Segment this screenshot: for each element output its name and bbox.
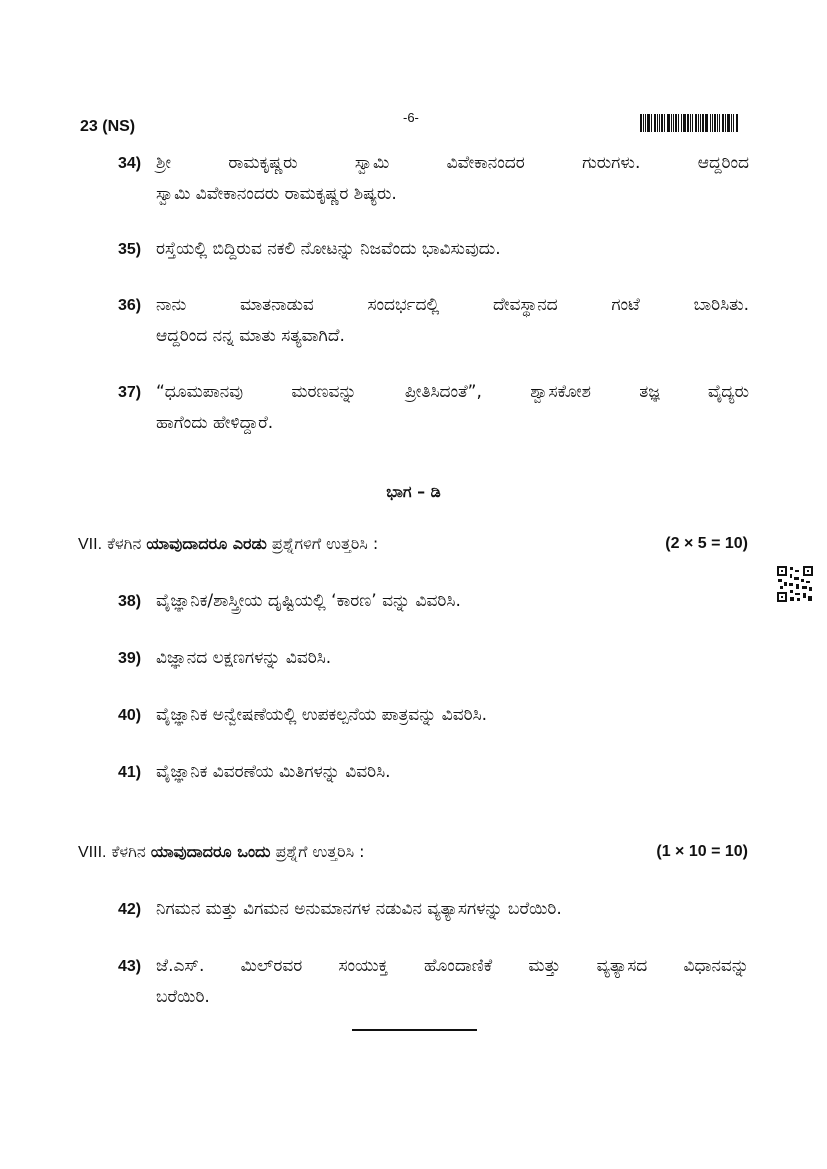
question-text-line: ನಿಗಮನ ಮತ್ತು ವಿಗಮನ ಅನುಮಾನಗಳ ನಡುವಿನ ವ್ಯತ್ಯಾಸಗಳನ್ನು ಬರೆಯಿರಿ. (156, 899, 562, 919)
barcode-bar (675, 114, 677, 132)
section-viii-instruction (78, 840, 748, 865)
instruction-bold: ಯಾವುದಾದರೂ ಒಂದು (150, 842, 271, 861)
barcode-bar (687, 114, 689, 132)
barcode-bar (681, 114, 682, 132)
barcode-bar (643, 114, 644, 132)
part-title: ಭಾಗ – ಡಿ (386, 482, 441, 501)
instruction-pre: ಕೆಳಗಿನ (107, 534, 142, 553)
question-text-line: ವೈಜ್ಞಾನಿಕ ಅನ್ವೇಷಣೆಯಲ್ಲಿ ಉಪಕಲ್ಪನೆಯ ಪಾತ್ರವನ್ನು ವಿವರಿಸಿ. (156, 705, 488, 725)
qr-code-icon (776, 565, 814, 603)
end-of-page-divider (352, 1029, 477, 1031)
question-text-line: “ಧೂಮಪಾನವು ಮರಣವನ್ನು ಪ್ರೀತಿಸಿದಂತೆ”, ಶ್ವಾಸಕೋಶ ತಜ್ಞ ವೈದ್ಯರು (156, 382, 749, 402)
instruction-pre: ಕೆಳಗಿನ (111, 842, 146, 861)
barcode-bar (719, 114, 720, 132)
question-text-line: ನಾನು ಮಾತನಾಡುವ ಸಂದರ್ಭದಲ್ಲಿ ದೇವಸ್ಥಾನದ ಗಂಟೆ ಬಾರಿಸಿತು. (156, 295, 749, 315)
barcode-bar (667, 114, 670, 132)
barcode-bar (712, 114, 713, 132)
question-number: 34) (118, 155, 142, 172)
page-number: -6- (403, 110, 419, 125)
question-text-line: ರಸ್ತೆಯಲ್ಲಿ ಬಿದ್ದಿರುವ ನಕಲಿ ನೋಟನ್ನು ನಿಜವೆಂದು ಭಾವಿಸುವುದು. (156, 239, 501, 259)
barcode-bar (657, 114, 658, 132)
question-text-line: ಆದ್ದರಿಂದ ನನ್ನ ಮಾತು ಸತ್ಯವಾಗಿದೆ. (156, 326, 345, 346)
barcode-bar (664, 114, 665, 132)
question-number: 43) (118, 958, 142, 975)
barcode-bar (645, 114, 646, 132)
question-text-line: ಶ್ರೀ ರಾಮಕೃಷ್ಣರು ಸ್ವಾಮಿ ವಿವೇಕಾನಂದರ ಗುರುಗಳು. ಆದ್ದರಿಂದ (156, 153, 749, 173)
barcode-bar (690, 114, 691, 132)
barcode-bar (733, 114, 734, 132)
question-number: 38) (118, 593, 142, 610)
barcode-bar (661, 114, 663, 132)
barcode-bar (731, 114, 732, 132)
question-number: 36) (118, 297, 142, 314)
question-number: 40) (118, 707, 142, 724)
barcode-bar (692, 114, 693, 132)
barcode-bar (671, 114, 672, 132)
question-text-line: ವಿಜ್ಞಾನದ ಲಕ್ಷಣಗಳನ್ನು ವಿವರಿಸಿ. (156, 648, 332, 668)
instruction-post: ಪ್ರಶ್ನೆಗೆ ಉತ್ತರಿಸಿ : (275, 842, 365, 861)
barcode-bar (651, 114, 652, 132)
barcode-bar (736, 114, 738, 132)
question-text-line: ಸ್ವಾಮಿ ವಿವೇಕಾನಂದರು ರಾಮಕೃಷ್ಣರ ಶಿಷ್ಯರು. (156, 184, 397, 204)
barcode-bar (695, 114, 697, 132)
barcode-bar (705, 114, 708, 132)
section-roman: VII. (78, 536, 103, 553)
question-number: 37) (118, 384, 142, 401)
question-number: 39) (118, 650, 142, 667)
barcode-bar (647, 114, 650, 132)
question-number: 42) (118, 901, 142, 918)
barcode-bar (673, 114, 674, 132)
barcode-bar (727, 114, 730, 132)
barcode-bar (659, 114, 660, 132)
barcode-bar (710, 114, 711, 132)
barcode-bar (700, 114, 701, 132)
section-marks: (1 × 10 = 10) (656, 843, 748, 860)
question-text-line: ವೈಜ್ಞಾನಿಕ/ಶಾಸ್ತ್ರೀಯ ದೃಷ್ಟಿಯಲ್ಲಿ ‘ಕಾರಣ’ ವನ್ನು ವಿವರಿಸಿ. (156, 591, 461, 611)
barcode-bar (698, 114, 699, 132)
section-roman: VIII. (78, 844, 107, 861)
paper-code: 23 (NS) (80, 118, 136, 135)
barcode-bar (702, 114, 704, 132)
barcode-bar (640, 114, 642, 132)
question-number: 41) (118, 764, 142, 781)
section-marks: (2 × 5 = 10) (665, 535, 748, 552)
barcode-bar (722, 114, 724, 132)
barcode-bar (654, 114, 656, 132)
barcode-bar (714, 114, 716, 132)
barcode-icon (640, 114, 746, 132)
question-text-line: ಹಾಗೆಂದು ಹೇಳಿದ್ದಾರೆ. (156, 413, 274, 433)
section-vii-instruction (78, 532, 748, 557)
instruction-bold: ಯಾವುದಾದರೂ ಎರಡು (146, 534, 267, 553)
barcode-bar (678, 114, 679, 132)
barcode-bar (717, 114, 718, 132)
question-number: 35) (118, 241, 142, 258)
question-text-line: ಬರೆಯಿರಿ. (156, 987, 210, 1007)
instruction-post: ಪ್ರಶ್ನೆಗಳಿಗೆ ಉತ್ತರಿಸಿ : (271, 534, 379, 553)
barcode-bar (725, 114, 726, 132)
question-text-line: ಜೆ.ಎಸ್. ಮಿಲ್‌ರವರ ಸಂಯುಕ್ತ ಹೊಂದಾಣಿಕೆ ಮತ್ತು ವ್ಯತ್ಯಾಸದ ವಿಧಾನವನ್ನು (156, 956, 749, 976)
question-text-line: ವೈಜ್ಞಾನಿಕ ವಿವರಣೆಯ ಮಿತಿಗಳನ್ನು ವಿವರಿಸಿ. (156, 762, 391, 782)
barcode-bar (683, 114, 686, 132)
